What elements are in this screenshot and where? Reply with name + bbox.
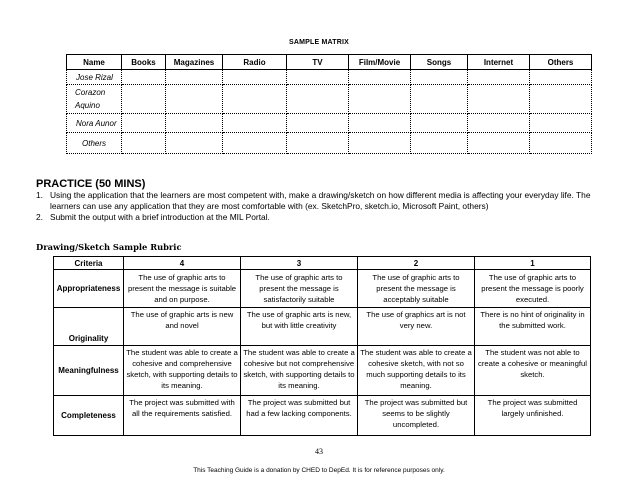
list-item	[36, 212, 596, 223]
rubric-criteria: Completeness	[54, 396, 124, 436]
rubric-cell: The project was submitted but seems to be slightly uncompleted.	[358, 396, 475, 436]
matrix-cell	[411, 85, 468, 114]
list-item	[36, 190, 596, 212]
rubric-cell: The student was not able to create a cohesive or meaningful sketch.	[475, 346, 591, 396]
list-item-text: Using the application that the learners are most competent with, make a drawing/sketch on how different media is affecting your everyday life. The learners can use any application that they are most comfortable with (ex. SketchPro, sketch.io, Microsoft Paint, others)	[50, 190, 591, 211]
matrix-header-name: Name	[67, 55, 122, 70]
table-row	[67, 133, 592, 154]
rubric-cell: The use of graphic arts to present the message is satisfactorily suitable	[241, 270, 358, 308]
matrix-cell	[122, 85, 166, 114]
matrix-header-row	[67, 55, 592, 70]
matrix-cell	[287, 133, 349, 154]
practice-heading: PRACTICE (50 MINS)	[36, 178, 146, 190]
matrix-cell	[166, 85, 223, 114]
rubric-header-4: 4	[124, 257, 241, 270]
matrix-cell	[166, 133, 223, 154]
rubric-cell: The student was able to create a cohesive sketch, with not so much supporting details to its meaning.	[358, 346, 475, 396]
matrix-cell	[287, 70, 349, 85]
matrix-cell	[468, 70, 530, 85]
rubric-header-2: 2	[358, 257, 475, 270]
table-row	[54, 308, 591, 346]
table-row	[67, 114, 592, 133]
rubric-cell: The project was submitted but had a few lacking components.	[241, 396, 358, 436]
matrix-header-books: Books	[122, 55, 166, 70]
matrix-header-magazines: Magazines	[166, 55, 223, 70]
rubric-cell: The use of graphics art is not very new.	[358, 308, 475, 346]
matrix-cell	[223, 114, 287, 133]
matrix-header-others: Others	[530, 55, 592, 70]
matrix-cell	[468, 85, 530, 114]
rubric-cell: The use of graphic arts is new, but with little creativity	[241, 308, 358, 346]
matrix-cell	[287, 114, 349, 133]
matrix-cell	[530, 70, 592, 85]
list-item-text: Submit the output with a brief introduction at the MIL Portal.	[50, 212, 270, 222]
matrix-row-name: Others	[67, 133, 122, 154]
matrix-cell	[287, 85, 349, 114]
table-row	[54, 346, 591, 396]
matrix-cell	[468, 133, 530, 154]
rubric-header-criteria: Criteria	[54, 257, 124, 270]
rubric-cell: There is no hint of originality in the submitted work.	[475, 308, 591, 346]
rubric-title: Drawing/Sketch Sample Rubric	[36, 242, 182, 252]
matrix-cell	[411, 70, 468, 85]
sample-matrix-table	[66, 54, 592, 154]
rubric-criteria: Originality	[54, 308, 124, 346]
table-row	[54, 270, 591, 308]
matrix-cell	[122, 70, 166, 85]
table-row	[67, 85, 592, 114]
matrix-cell	[411, 114, 468, 133]
list-number: 2.	[36, 212, 43, 222]
matrix-cell	[530, 133, 592, 154]
matrix-row-name: Corazon Aquino	[67, 85, 122, 114]
matrix-cell	[223, 133, 287, 154]
rubric-header-1: 1	[475, 257, 591, 270]
rubric-criteria: Meaningfulness	[54, 346, 124, 396]
matrix-header-tv: TV	[287, 55, 349, 70]
practice-list	[36, 190, 596, 223]
rubric-cell: The use of graphic arts to present the message is acceptably suitable	[358, 270, 475, 308]
rubric-header-3: 3	[241, 257, 358, 270]
matrix-cell	[166, 70, 223, 85]
page-number: 43	[315, 447, 323, 456]
rubric-table	[53, 256, 591, 436]
matrix-row-name: Nora Aunor	[67, 114, 122, 133]
rubric-cell: The use of graphic arts to present the message is suitable and on purpose.	[124, 270, 241, 308]
rubric-cell: The project was submitted with all the requirements satisfied.	[124, 396, 241, 436]
matrix-header-film: Film/Movie	[349, 55, 411, 70]
rubric-header-row	[54, 257, 591, 270]
matrix-cell	[349, 114, 411, 133]
rubric-cell: The use of graphic arts to present the message is poorly executed.	[475, 270, 591, 308]
rubric-cell: The student was able to create a cohesive and comprehensive sketch, with supporting details to its meaning.	[124, 346, 241, 396]
matrix-header-internet: Internet	[468, 55, 530, 70]
matrix-header-radio: Radio	[223, 55, 287, 70]
matrix-cell	[349, 133, 411, 154]
matrix-cell	[223, 85, 287, 114]
matrix-cell	[122, 133, 166, 154]
matrix-cell	[122, 114, 166, 133]
rubric-cell: The use of graphic arts is new and novel	[124, 308, 241, 346]
footer-note: This Teaching Guide is a donation by CHED to DepEd. It is for reference purposes only.	[193, 467, 445, 474]
rubric-cell: The project was submitted largely unfinished.	[475, 396, 591, 436]
matrix-cell	[223, 70, 287, 85]
matrix-cell	[468, 114, 530, 133]
list-number: 1.	[36, 190, 43, 200]
table-row	[54, 396, 591, 436]
rubric-criteria: Appropriateness	[54, 270, 124, 308]
matrix-cell	[166, 114, 223, 133]
matrix-row-name: Jose Rizal	[67, 70, 122, 85]
matrix-cell	[349, 85, 411, 114]
matrix-header-songs: Songs	[411, 55, 468, 70]
matrix-cell	[349, 70, 411, 85]
matrix-cell	[411, 133, 468, 154]
table-row	[67, 70, 592, 85]
matrix-cell	[530, 85, 592, 114]
matrix-title: SAMPLE MATRIX	[288, 39, 350, 46]
rubric-cell: The student was able to create a cohesive but not comprehensive sketch, with supporting details to its meaning.	[241, 346, 358, 396]
matrix-cell	[530, 114, 592, 133]
